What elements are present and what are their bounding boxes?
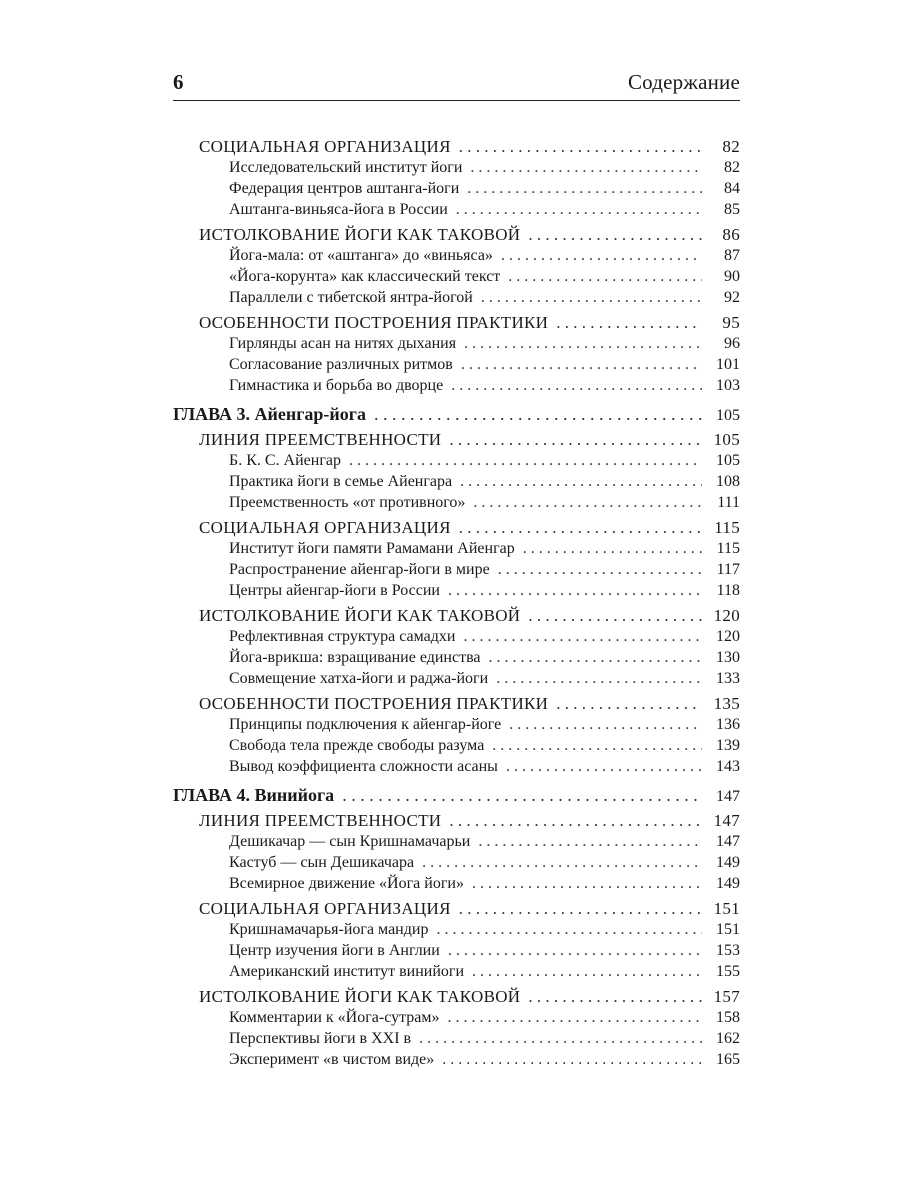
toc-sub-entry[interactable] bbox=[173, 714, 740, 735]
toc-entry-title: Всемирное движение «Йога йоги» bbox=[229, 875, 464, 892]
dot-leader bbox=[498, 559, 702, 580]
toc-entry-page-number: 130 bbox=[716, 649, 740, 666]
toc-entry-title: ЛИНИЯ ПРЕЕМСТВЕННОСТИ bbox=[199, 430, 442, 449]
dot-leader bbox=[422, 852, 702, 873]
dot-leader bbox=[478, 831, 702, 852]
toc-sub-entry[interactable] bbox=[173, 375, 740, 396]
toc-entry-page-number: 153 bbox=[716, 942, 740, 959]
toc-entry-page-number: 151 bbox=[716, 921, 740, 938]
toc-entry-title: ЛИНИЯ ПРЕЕМСТВЕННОСТИ bbox=[199, 811, 442, 830]
dot-leader bbox=[460, 471, 702, 492]
dot-leader bbox=[473, 492, 702, 513]
toc-entry-page-number: 136 bbox=[716, 716, 740, 733]
toc-sub-entry[interactable] bbox=[173, 940, 740, 961]
toc-entry-title: ГЛАВА 3. Айенгар-йога bbox=[173, 404, 366, 424]
toc-entry-page-number: 87 bbox=[724, 247, 740, 264]
toc-entry-page-number: 90 bbox=[724, 268, 740, 285]
toc-entry-page-number: 147 bbox=[713, 811, 740, 830]
toc-sub-entry[interactable] bbox=[173, 266, 740, 287]
dot-leader bbox=[464, 333, 702, 354]
dot-leader bbox=[489, 647, 702, 668]
toc-entry-title: Рефлективная структура самадхи bbox=[229, 628, 456, 645]
toc-sub-entry[interactable] bbox=[173, 245, 740, 266]
toc-entry-title: ОСОБЕННОСТИ ПОСТРОЕНИЯ ПРАКТИКИ bbox=[199, 694, 549, 713]
dot-leader bbox=[449, 429, 702, 450]
toc-entry-title: Вывод коэффициента сложности асаны bbox=[229, 758, 498, 775]
toc-section-entry[interactable] bbox=[173, 312, 740, 333]
toc-entry-page-number: 95 bbox=[722, 313, 740, 332]
toc-entry-title: Йога-врикша: взращивание единства bbox=[229, 649, 481, 666]
toc-entry-page-number: 143 bbox=[716, 758, 740, 775]
dot-leader bbox=[492, 735, 702, 756]
toc-entry-title: ИСТОЛКОВАНИЕ ЙОГИ КАК ТАКОВОЙ bbox=[199, 225, 521, 244]
toc-entry-page-number: 147 bbox=[716, 788, 740, 805]
toc-entry-title: Аштанга-виньяса-йога в России bbox=[229, 201, 448, 218]
dot-leader bbox=[556, 312, 702, 333]
toc-entry-title: Кастуб — сын Дешикачара bbox=[229, 854, 415, 871]
toc-entry-page-number: 135 bbox=[713, 694, 740, 713]
toc-entry-page-number: 147 bbox=[716, 833, 740, 850]
toc-sub-entry[interactable] bbox=[173, 178, 740, 199]
toc-entry-page-number: 162 bbox=[716, 1030, 740, 1047]
dot-leader bbox=[442, 1049, 702, 1070]
dot-leader bbox=[528, 986, 702, 1007]
dot-leader bbox=[459, 898, 702, 919]
toc-entry-title: Кришнамачарья-йога мандир bbox=[229, 921, 429, 938]
toc-sub-entry[interactable] bbox=[173, 559, 740, 580]
dot-leader bbox=[472, 873, 702, 894]
toc-entry-title: Гирлянды асан на нитях дыхания bbox=[229, 335, 457, 352]
toc-sub-entry[interactable] bbox=[173, 287, 740, 308]
toc-chapter-entry[interactable] bbox=[173, 785, 740, 806]
dot-leader bbox=[506, 756, 702, 777]
toc-entry-title: СОЦИАЛЬНАЯ ОРГАНИЗАЦИЯ bbox=[199, 137, 451, 156]
toc-entry-page-number: 115 bbox=[716, 540, 740, 557]
toc-sub-entry[interactable] bbox=[173, 852, 740, 873]
toc-sub-entry[interactable] bbox=[173, 961, 740, 982]
toc-entry-page-number: 111 bbox=[717, 494, 740, 511]
toc-entry-title: Перспективы йоги в XXI в bbox=[229, 1030, 412, 1047]
dot-leader bbox=[451, 375, 702, 396]
toc-sub-entry[interactable] bbox=[173, 647, 740, 668]
toc-entry-title: ОСОБЕННОСТИ ПОСТРОЕНИЯ ПРАКТИКИ bbox=[199, 313, 549, 332]
toc-sub-entry[interactable] bbox=[173, 333, 740, 354]
toc-entry-title: Параллели с тибетской янтра-йогой bbox=[229, 289, 473, 306]
dot-leader bbox=[374, 404, 702, 425]
dot-leader bbox=[456, 199, 702, 220]
toc-section-entry[interactable] bbox=[173, 693, 740, 714]
toc-sub-entry[interactable] bbox=[173, 626, 740, 647]
page-number: 6 bbox=[173, 70, 184, 94]
toc-entry-page-number: 120 bbox=[713, 606, 740, 625]
toc-entry-page-number: 108 bbox=[716, 473, 740, 490]
table-of-contents bbox=[173, 132, 740, 1070]
toc-entry-title: Принципы подключения к айенгар-йоге bbox=[229, 716, 502, 733]
toc-sub-entry[interactable] bbox=[173, 1007, 740, 1028]
toc-entry-page-number: 158 bbox=[716, 1009, 740, 1026]
dot-leader bbox=[419, 1028, 702, 1049]
toc-entry-page-number: 105 bbox=[716, 452, 740, 469]
dot-leader bbox=[461, 354, 702, 375]
toc-entry-title: Б. К. С. Айенгар bbox=[229, 452, 341, 469]
toc-entry-page-number: 92 bbox=[724, 289, 740, 306]
page-header bbox=[173, 70, 740, 101]
dot-leader bbox=[349, 450, 702, 471]
toc-sub-entry[interactable] bbox=[173, 492, 740, 513]
dot-leader bbox=[528, 605, 702, 626]
toc-entry-title: Гимнастика и борьба во дворце bbox=[229, 377, 444, 394]
toc-entry-title: «Йога-корунта» как классический текст bbox=[229, 268, 501, 285]
toc-entry-page-number: 117 bbox=[716, 561, 740, 578]
toc-entry-page-number: 139 bbox=[716, 737, 740, 754]
toc-section-entry[interactable] bbox=[173, 898, 740, 919]
toc-entry-title: Практика йоги в семье Айенгара bbox=[229, 473, 453, 490]
toc-sub-entry[interactable] bbox=[173, 1049, 740, 1070]
dot-leader bbox=[472, 961, 702, 982]
dot-leader bbox=[496, 668, 702, 689]
toc-sub-entry[interactable] bbox=[173, 831, 740, 852]
toc-entry-page-number: 105 bbox=[716, 407, 740, 424]
toc-entry-title: ИСТОЛКОВАНИЕ ЙОГИ КАК ТАКОВОЙ bbox=[199, 987, 521, 1006]
dot-leader bbox=[528, 224, 702, 245]
toc-entry-title: Преемственность «от противного» bbox=[229, 494, 466, 511]
dot-leader bbox=[467, 178, 702, 199]
dot-leader bbox=[501, 245, 702, 266]
toc-entry-page-number: 82 bbox=[724, 159, 740, 176]
toc-entry-title: Свобода тела прежде свободы разума bbox=[229, 737, 485, 754]
toc-entry-page-number: 84 bbox=[724, 180, 740, 197]
toc-entry-page-number: 118 bbox=[716, 582, 740, 599]
dot-leader bbox=[481, 287, 702, 308]
toc-sub-entry[interactable] bbox=[173, 580, 740, 601]
dot-leader bbox=[470, 157, 702, 178]
toc-entry-title: Американский институт винийоги bbox=[229, 963, 465, 980]
toc-section-entry[interactable] bbox=[173, 136, 740, 157]
dot-leader bbox=[448, 1007, 702, 1028]
toc-sub-entry[interactable] bbox=[173, 199, 740, 220]
toc-sub-entry[interactable] bbox=[173, 756, 740, 777]
toc-section-entry[interactable] bbox=[173, 224, 740, 245]
dot-leader bbox=[448, 580, 702, 601]
dot-leader bbox=[436, 919, 702, 940]
toc-entry-title: СОЦИАЛЬНАЯ ОРГАНИЗАЦИЯ bbox=[199, 899, 451, 918]
toc-entry-page-number: 120 bbox=[716, 628, 740, 645]
toc-entry-page-number: 115 bbox=[714, 518, 740, 537]
toc-sub-entry[interactable] bbox=[173, 668, 740, 689]
toc-entry-title: Согласование различных ритмов bbox=[229, 356, 453, 373]
toc-entry-title: ГЛАВА 4. Винийога bbox=[173, 785, 335, 805]
toc-entry-page-number: 149 bbox=[716, 875, 740, 892]
toc-entry-page-number: 155 bbox=[716, 963, 740, 980]
dot-leader bbox=[509, 714, 702, 735]
dot-leader bbox=[459, 136, 702, 157]
toc-entry-page-number: 103 bbox=[716, 377, 740, 394]
toc-sub-entry[interactable] bbox=[173, 538, 740, 559]
toc-sub-entry[interactable] bbox=[173, 157, 740, 178]
toc-entry-title: Дешикачар — сын Кришнамачарьи bbox=[229, 833, 471, 850]
toc-entry-page-number: 149 bbox=[716, 854, 740, 871]
dot-leader bbox=[463, 626, 702, 647]
toc-entry-page-number: 165 bbox=[716, 1051, 740, 1068]
dot-leader bbox=[448, 940, 702, 961]
toc-sub-entry[interactable] bbox=[173, 1028, 740, 1049]
toc-entry-title: СОЦИАЛЬНАЯ ОРГАНИЗАЦИЯ bbox=[199, 518, 451, 537]
dot-leader bbox=[342, 785, 702, 806]
dot-leader bbox=[449, 810, 702, 831]
toc-entry-title: Распространение айенгар-йоги в мире bbox=[229, 561, 490, 578]
toc-section-entry[interactable] bbox=[173, 429, 740, 450]
toc-section-entry[interactable] bbox=[173, 810, 740, 831]
dot-leader bbox=[556, 693, 702, 714]
toc-entry-page-number: 133 bbox=[716, 670, 740, 687]
toc-sub-entry[interactable] bbox=[173, 354, 740, 375]
toc-section-entry[interactable] bbox=[173, 605, 740, 626]
toc-entry-page-number: 96 bbox=[724, 335, 740, 352]
toc-entry-page-number: 101 bbox=[716, 356, 740, 373]
toc-entry-title: Центр изучения йоги в Англии bbox=[229, 942, 440, 959]
toc-section-entry[interactable] bbox=[173, 986, 740, 1007]
dot-leader bbox=[523, 538, 702, 559]
dot-leader bbox=[508, 266, 702, 287]
toc-entry-title: ИСТОЛКОВАНИЕ ЙОГИ КАК ТАКОВОЙ bbox=[199, 606, 521, 625]
toc-sub-entry[interactable] bbox=[173, 735, 740, 756]
toc-entry-page-number: 157 bbox=[713, 987, 740, 1006]
toc-entry-title: Федерация центров аштанга-йоги bbox=[229, 180, 460, 197]
toc-sub-entry[interactable] bbox=[173, 471, 740, 492]
toc-entry-title: Эксперимент «в чистом виде» bbox=[229, 1051, 435, 1068]
toc-entry-title: Центры айенгар-йоги в России bbox=[229, 582, 440, 599]
toc-section-entry[interactable] bbox=[173, 517, 740, 538]
running-title: Содержание bbox=[627, 70, 740, 94]
toc-entry-page-number: 82 bbox=[722, 137, 740, 156]
dot-leader bbox=[459, 517, 702, 538]
toc-entry-title: Институт йоги памяти Рамамани Айенгар bbox=[229, 540, 515, 557]
toc-entry-page-number: 105 bbox=[713, 430, 740, 449]
toc-entry-title: Комментарии к «Йога-сутрам» bbox=[229, 1009, 440, 1026]
toc-entry-page-number: 86 bbox=[722, 225, 740, 244]
toc-entry-page-number: 85 bbox=[724, 201, 740, 218]
toc-chapter-entry[interactable] bbox=[173, 404, 740, 425]
toc-entry-title: Исследовательский институт йоги bbox=[229, 159, 463, 176]
toc-entry-page-number: 151 bbox=[713, 899, 740, 918]
toc-sub-entry[interactable] bbox=[173, 873, 740, 894]
toc-entry-title: Йога-мала: от «аштанга» до «виньяса» bbox=[229, 247, 493, 264]
toc-sub-entry[interactable] bbox=[173, 450, 740, 471]
toc-sub-entry[interactable] bbox=[173, 919, 740, 940]
toc-entry-title: Совмещение хатха-йоги и раджа-йоги bbox=[229, 670, 489, 687]
